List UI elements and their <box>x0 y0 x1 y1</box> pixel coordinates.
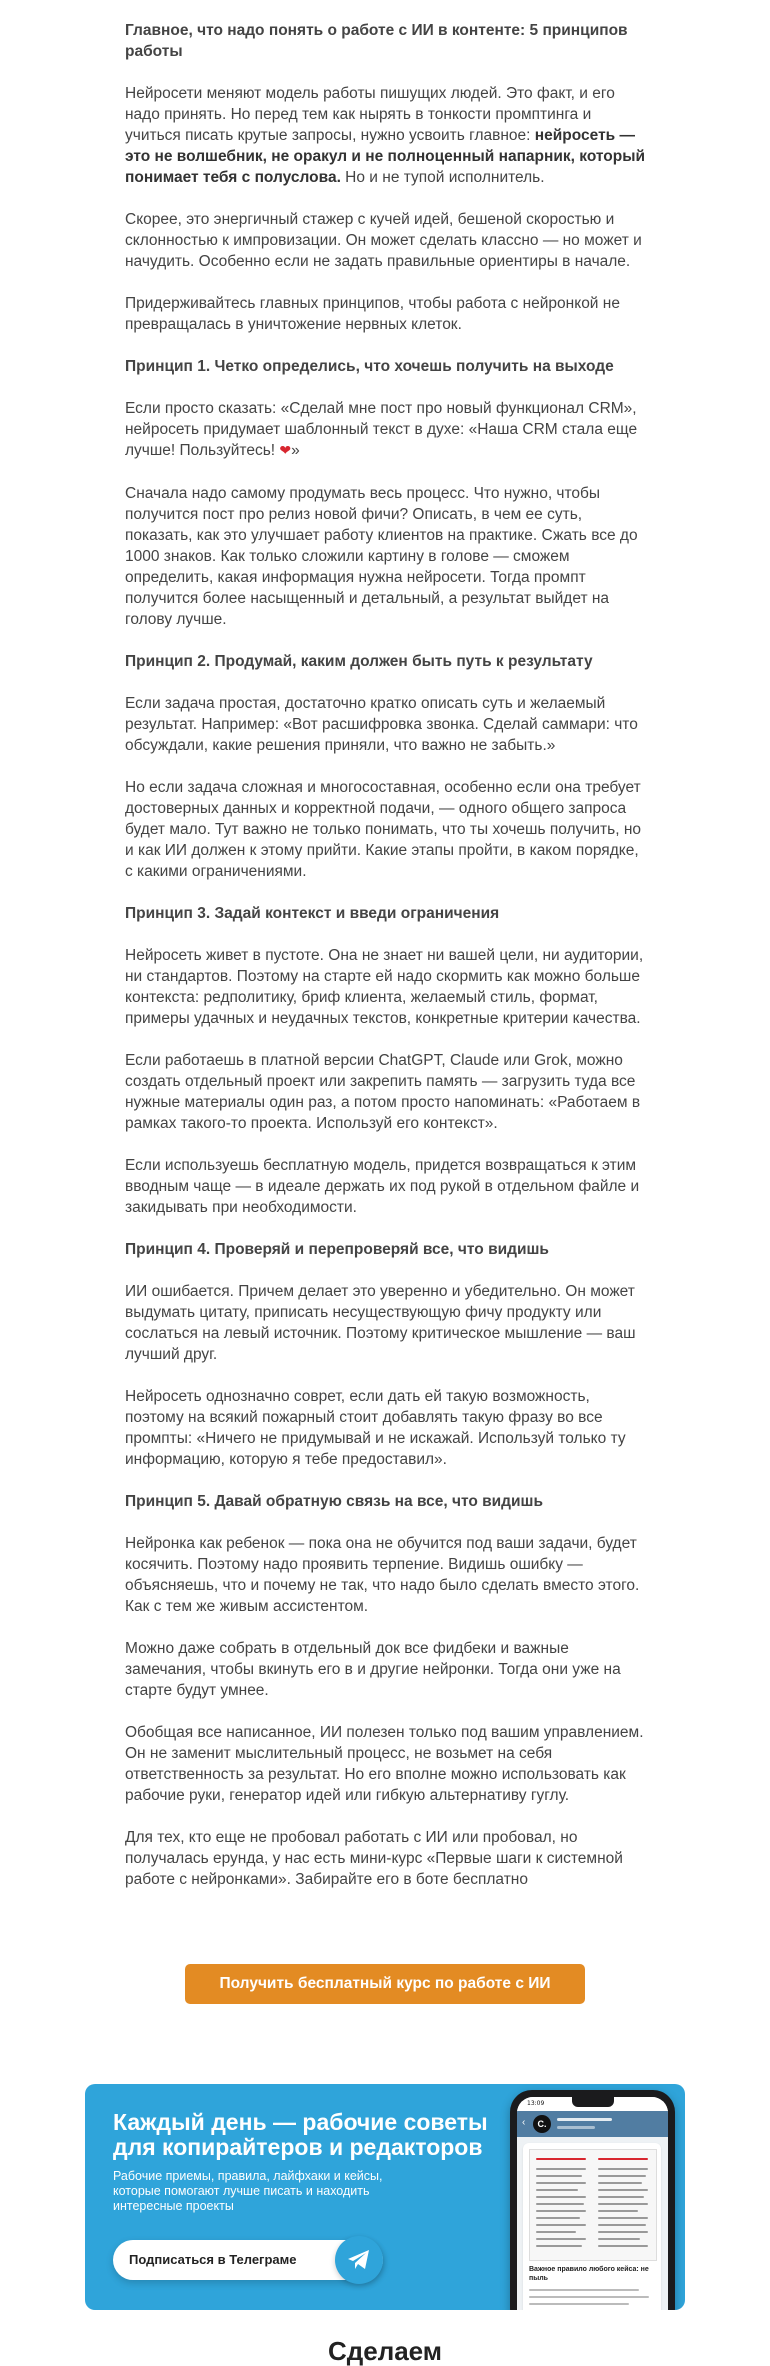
banner-subtitle: Рабочие приемы, правила, лайфхаки и кейсы, которые помогают лучше писать и находить интересные проекты <box>113 2169 383 2213</box>
principle-2-paragraph-2: Но если задача сложная и многосоставная, особенно если она требует достоверных данных и корректной подачи, — одного общего запроса будет мало. Тут важно не только понимать, что ты хочешь получить, но и как ИИ должен к этому прийти. Какие этапы пройти, в каком порядке, с какими ограничениями. <box>125 779 642 880</box>
telegram-banner[interactable] <box>85 2084 685 2310</box>
heart-icon: ❤ <box>279 443 292 459</box>
channel-avatar: C. <box>533 2115 551 2133</box>
phone-mockup <box>510 2090 675 2310</box>
intro-paragraph-2: Скорее, это энергичный стажер с кучей идей, бешеной скоростью и склонностью к импровизации. Он может сделать классно — но может и начудить. Особенно если не задать правильные ориентиры в начале. <box>125 211 642 270</box>
phone-document-preview <box>529 2149 657 2261</box>
phone-screen <box>517 2097 668 2310</box>
principle-3-paragraph-3: Если используешь бесплатную модель, придется возвращаться к этим вводным чаще — в идеале держать их под рукой в отдельном файле и закидывать при необходимости. <box>125 1157 640 1216</box>
next-section-heading: Сделаем <box>327 2336 443 2366</box>
phone-chat-header <box>517 2111 668 2137</box>
phone-caption: Важное правило любого кейса: не пыль <box>529 2266 649 2282</box>
phone-status-time: 13:09 <box>517 2097 668 2111</box>
article-title: Главное, что надо понять о работе с ИИ в контенте: 5 принципов работы <box>125 22 628 60</box>
principle-4-heading: Принцип 4. Проверяй и перепроверяй все, что видишь <box>125 1241 549 1258</box>
cta-container <box>185 1964 585 2004</box>
principle-5-heading: Принцип 5. Давай обратную связь на все, что видишь <box>125 1493 543 1510</box>
channel-name-line <box>557 2118 612 2121</box>
principle-1-text: Если просто сказать: «Сделай мне пост про новый функционал CRM», нейросеть придумает шаблонный текст в духе: «Наша CRM стала еще лучше! Пользуйтесь! <box>125 400 638 459</box>
principle-4-paragraph-1: ИИ ошибается. Причем делает это уверенно и убедительно. Он может выдумать цитату, приписать несуществующую фичу продукту или сослаться на левый источник. Поэтому критическое мышление — ваш лучший друг. <box>125 1283 636 1363</box>
subscribe-telegram-button[interactable] <box>113 2240 383 2280</box>
intro-text-a: Нейросети меняют модель работы пишущих людей. Это факт, и его надо принять. Но перед тем как нырять в тонкости промптинга и учиться писать крутые запросы, нужно усвоить главное: <box>125 85 615 144</box>
intro-paragraph-3: Придерживайтесь главных принципов, чтобы работа с нейронкой не превращалась в уничтожение нервных клеток. <box>125 295 620 333</box>
telegram-icon[interactable] <box>335 2236 383 2284</box>
principle-5-paragraph-1: Нейронка как ребенок — пока она не обучится под ваши задачи, будет косячить. Поэтому надо проявить терпение. Видишь ошибку — объясняешь, что и почему не так, что надо было сделать вместо этого. Как с тем же живым ассистентом. <box>125 1535 640 1615</box>
principle-3-heading: Принцип 3. Задай контекст и введи ограничения <box>125 905 500 922</box>
channel-subtitle-line <box>557 2126 595 2129</box>
principle-2-heading: Принцип 2. Продумай, каким должен быть путь к результату <box>125 653 593 670</box>
phone-notch <box>572 2097 614 2107</box>
article-body <box>125 20 645 1911</box>
closing-paragraph: Для тех, кто еще не пробовал работать с ИИ или пробовал, но получалась ерунда, у нас есть мини-курс «Первые шаги к системной работе с нейронками». Забирайте его в боте бесплатно <box>125 1829 623 1888</box>
back-arrow-icon: ‹ <box>522 2117 526 2128</box>
principle-5-paragraph-2: Можно даже собрать в отдельный док все фидбеки и важные замечания, чтобы вкинуть его в и другие нейронки. Тогда они уже на старте будут умнее. <box>125 1640 621 1699</box>
principle-1-quote-end: » <box>291 442 300 459</box>
principle-3-paragraph-1: Нейросеть живет в пустоте. Она не знает ни вашей цели, ни аудитории, ни стандартов. Поэтому на старте ей надо скормить как можно больше контекста: редполитику, бриф клиента, желаемый стиль, формат, примеры удачных и неудачных текстов, конкретные критерии качества. <box>125 947 644 1027</box>
banner-title: Каждый день — рабочие советы для копирайтеров и редакторов <box>113 2109 488 2160</box>
principle-1-heading: Принцип 1. Четко определись, что хочешь получить на выходе <box>125 358 614 375</box>
intro-paragraph-1 <box>125 83 645 188</box>
intro-bold-text: нейросеть — это не волшебник, не оракул и не полноценный напарник, который понимает тебя с полуслова. <box>125 127 646 186</box>
phone-message-card <box>523 2143 661 2310</box>
get-free-course-button[interactable]: Получить бесплатный курс по работе с ИИ <box>185 1964 585 2004</box>
principle-2-paragraph-1: Если задача простая, достаточно кратко описать суть и желаемый результат. Например: «Вот расшифровка звонка. Сделай саммари: что обсуждали, какие решения приняли, что важно не забыть.» <box>125 695 638 754</box>
principle-1-paragraph-1 <box>125 398 645 462</box>
summary-paragraph: Обобщая все написанное, ИИ полезен только под вашим управлением. Он не заменит мыслительный процесс, не возьмет на себя ответственность за результат. Но его вполне можно использовать как рабочие руки, генератор идей или гибкую альтернативу гуглу. <box>125 1724 644 1804</box>
principle-3-paragraph-2: Если работаешь в платной версии ChatGPT, Claude или Grok, можно создать отдельный проект или закрепить память — загрузить туда все нужные материалы один раз, а потом просто напоминать: «Работаем в рамках такого-то проекта. Используй его контекст». <box>125 1052 641 1132</box>
subscribe-button-label: Подписаться в Телеграме <box>129 2252 297 2267</box>
principle-4-paragraph-2: Нейросеть однозначно соврет, если дать ей такую возможность, поэтому на всякий пожарный стоит добавлять такую фразу во все промпты: «Ничего не придумывай и не искажай. Используй только ту информацию, которую я тебе предоставил». <box>125 1388 626 1468</box>
intro-text-b: Но и не тупой исполнитель. <box>340 169 545 186</box>
principle-1-paragraph-2: Сначала надо самому продумать весь процесс. Что нужно, чтобы получится пост про релиз новой фичи? Описать, в чем ее суть, показать, как это улучшает работу клиентов на практике. Сжать все до 1000 знаков. Как только сложили картину в голове — сможем определить, какая информация нужна нейросети. Тогда промпт получится более насыщенный и детальный, а результат выйдет на голову лучше. <box>125 485 638 628</box>
